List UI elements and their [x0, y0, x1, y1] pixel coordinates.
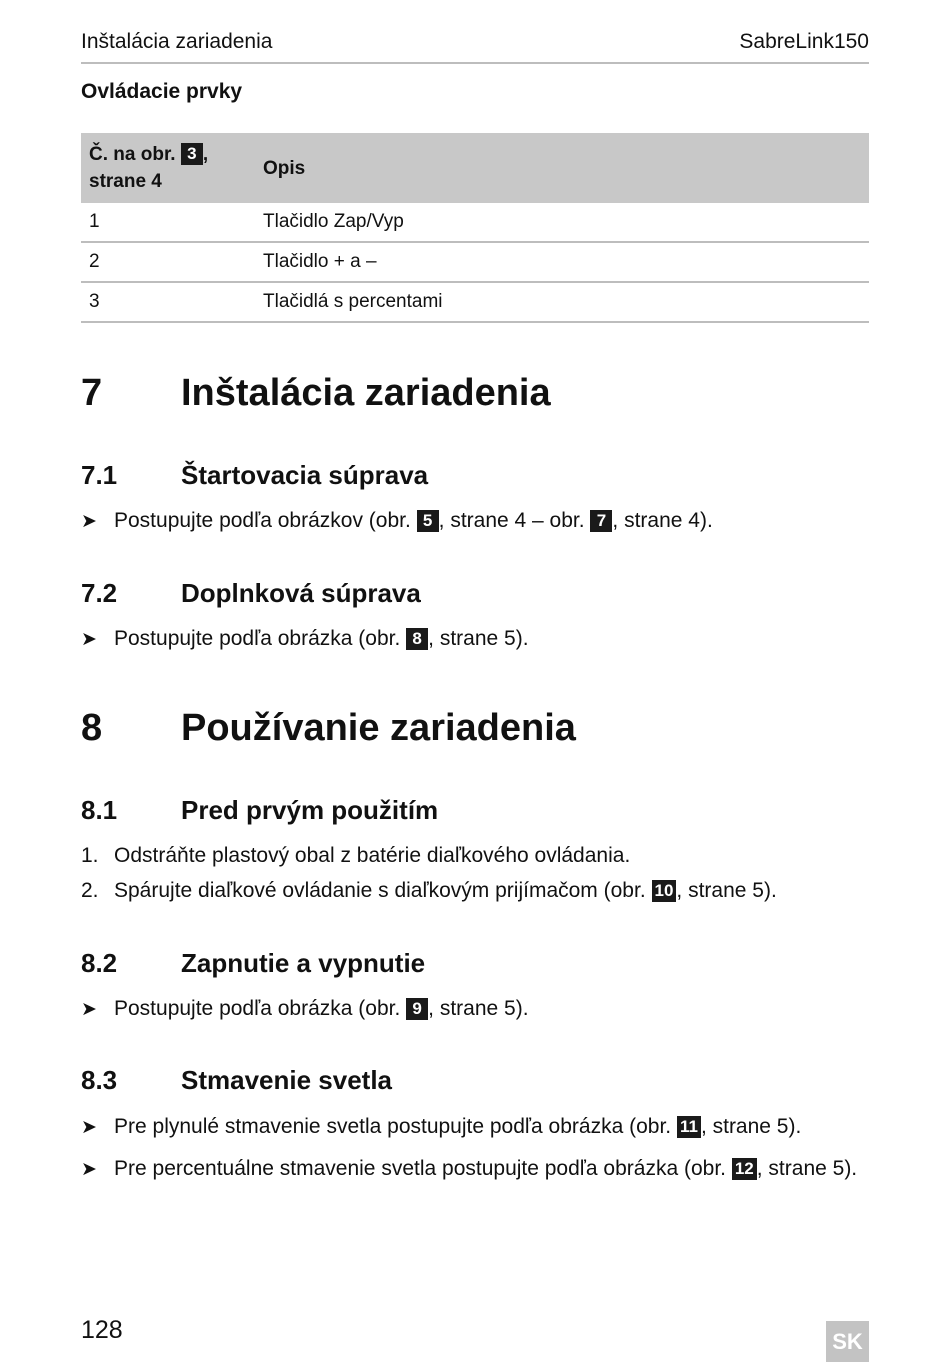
bullet-arrow-icon: ➤ [81, 1159, 97, 1180]
table-row [81, 242, 869, 282]
section-7-1-instruction: ➤ Postupujte podľa obrázkov (obr. 5 , strane 4 – obr. 7 , strane 4). [81, 509, 713, 532]
figure-number-badge: 7 [590, 510, 612, 532]
table-row [81, 282, 869, 322]
section-8-2-instruction: ➤ Postupujte podľa obrázka (obr. 9 , strane 5). [81, 997, 529, 1020]
section-8-heading: 8 Používanie zariadenia [81, 707, 576, 749]
controls-heading: Ovládacie prvky [81, 80, 243, 103]
table-cell-number: 3 [81, 282, 255, 322]
bullet-arrow-icon: ➤ [81, 511, 97, 532]
section-8-3-instruction-smooth: ➤ Pre plynulé stmavenie svetla postupujte podľa obrázka (obr. 11 , strane 5). [81, 1115, 802, 1138]
figure-number-badge: 5 [417, 510, 439, 532]
section-8-2-heading: 8.2 Zapnutie a vypnutie [81, 948, 426, 978]
figure-number-badge: 10 [652, 880, 677, 902]
page-number: 128 [81, 1316, 123, 1344]
bullet-arrow-icon: ➤ [81, 999, 97, 1020]
section-7-heading: 7 Inštalácia zariadenia [81, 372, 551, 414]
language-tab: SK [826, 1321, 869, 1362]
controls-table [81, 133, 869, 323]
list-item: 1. Odstráňte plastový obal z batérie diaľkového ovládania. [81, 844, 631, 867]
section-7-2-heading: 7.2 Doplnková súprava [81, 578, 421, 608]
bullet-arrow-icon: ➤ [81, 629, 97, 650]
table-row [81, 203, 869, 242]
section-8-3-heading: 8.3 Stmavenie svetla [81, 1065, 393, 1095]
figure-number-badge: 3 [181, 143, 203, 165]
figure-number-badge: 9 [406, 998, 428, 1020]
section-7-2-instruction: ➤ Postupujte podľa obrázka (obr. 8 , strane 5). [81, 627, 529, 650]
table-cell-description: Tlačidlo Zap/Vyp [255, 203, 869, 242]
header-section-title: Inštalácia zariadenia [81, 30, 273, 53]
table-header-figure-ref: Č. na obr. 3 , strane 4 [81, 133, 255, 203]
figure-number-badge: 12 [732, 1158, 757, 1180]
table-cell-number: 1 [81, 203, 255, 242]
bullet-arrow-icon: ➤ [81, 1117, 97, 1138]
table-cell-number: 2 [81, 242, 255, 282]
figure-number-badge: 8 [406, 628, 428, 650]
figure-number-badge: 11 [677, 1116, 701, 1138]
table-header-description: Opis [255, 133, 869, 203]
section-8-1-heading: 8.1 Pred prvým použitím [81, 795, 439, 825]
table-cell-description: Tlačidlo + a – [255, 242, 869, 282]
page-header [81, 30, 869, 64]
list-item: 2. Spárujte diaľkové ovládanie s diaľkovým prijímačom (obr. 10 , strane 5). [81, 879, 777, 902]
header-product-name: SabreLink150 [739, 30, 869, 53]
section-7-1-heading: 7.1 Štartovacia súprava [81, 460, 429, 490]
table-header-row [81, 133, 869, 203]
table-cell-description: Tlačidlá s percentami [255, 282, 869, 322]
section-8-3-instruction-percent: ➤ Pre percentuálne stmavenie svetla postupujte podľa obrázka (obr. 12 , strane 5). [81, 1157, 858, 1180]
